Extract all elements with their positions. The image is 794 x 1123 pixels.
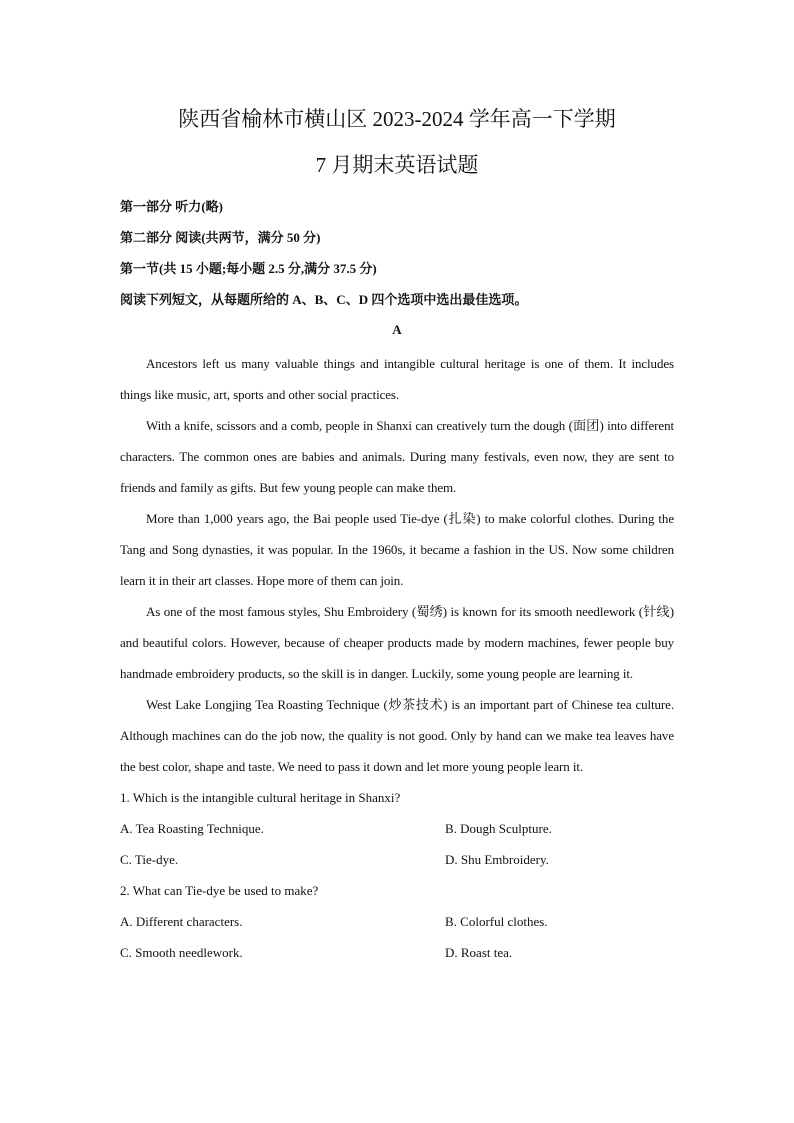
passage-paragraph: West Lake Longjing Tea Roasting Technique (炒茶技术) is an important part of Chinese tea culture. Although machines can do the job now, the quality is not good. Only by hand can we make tea leaves have the best color, shape and taste. We need to pass it down and let more young people learn it.: [120, 697, 674, 774]
passage-body: [120, 348, 674, 782]
question-stem: 1. Which is the intangible cultural heritage in Shanxi?: [120, 790, 401, 805]
instruction-text: 阅读下列短文，从每题所给的 A、B、C、D 四个选项中选出最佳选项。: [120, 292, 528, 307]
options-row: [120, 844, 674, 875]
option-c: C. Tie-dye.: [120, 852, 179, 867]
section1-heading: 第一节(共 15 小题;每小题 2.5 分,满分 37.5 分): [120, 261, 377, 276]
options-row: [120, 906, 674, 937]
option-b: B. Colorful clothes.: [445, 914, 548, 929]
options-row: [120, 937, 674, 968]
option-a: A. Different characters.: [120, 914, 243, 929]
option-b: B. Dough Sculpture.: [445, 821, 552, 836]
part2-heading: 第二部分 阅读(共两节，满分 50 分): [120, 230, 321, 245]
option-a: A. Tea Roasting Technique.: [120, 821, 264, 836]
part1-heading: 第一部分 听力(略): [120, 199, 223, 214]
option-d: D. Roast tea.: [445, 945, 513, 960]
option-d: D. Shu Embroidery.: [445, 852, 549, 867]
passage-paragraph: As one of the most famous styles, Shu Embroidery (蜀绣) is known for its smooth needlework (针线) and beautiful colors. However, because of cheaper products made by modern machines, fewer people buy handmade embroidery products, so the skill is in danger. Luckily, some young people are learning it.: [120, 604, 674, 681]
passage-paragraph: With a knife, scissors and a comb, people in Shanxi can creatively turn the dough (面团) into different characters. The common ones are babies and animals. During many festivals, even now, they are sent to friends and family as gifts. But few young people can make them.: [120, 418, 674, 495]
passage-paragraph: Ancestors left us many valuable things and intangible cultural heritage is one of them. It includes things like music, art, sports and other social practices.: [120, 356, 674, 402]
exam-title-line1: 陕西省榆林市横山区 2023-2024 学年高一下学期: [178, 107, 616, 131]
question-2: [120, 875, 674, 968]
passage-label: A: [392, 322, 402, 337]
question-1: [120, 782, 674, 875]
exam-title-line2: 7 月期末英语试题: [315, 153, 479, 177]
options-row: [120, 813, 674, 844]
section-info: [120, 198, 674, 309]
option-c: C. Smooth needlework.: [120, 945, 243, 960]
passage-paragraph: More than 1,000 years ago, the Bai people used Tie-dye (扎染) to make colorful clothes. During the Tang and Song dynasties, it was popular. In the 1960s, it became a fashion in the US. Now some children learn it in their art classes. Hope more of them can join.: [120, 511, 674, 588]
question-stem: 2. What can Tie-dye be used to make?: [120, 883, 319, 898]
